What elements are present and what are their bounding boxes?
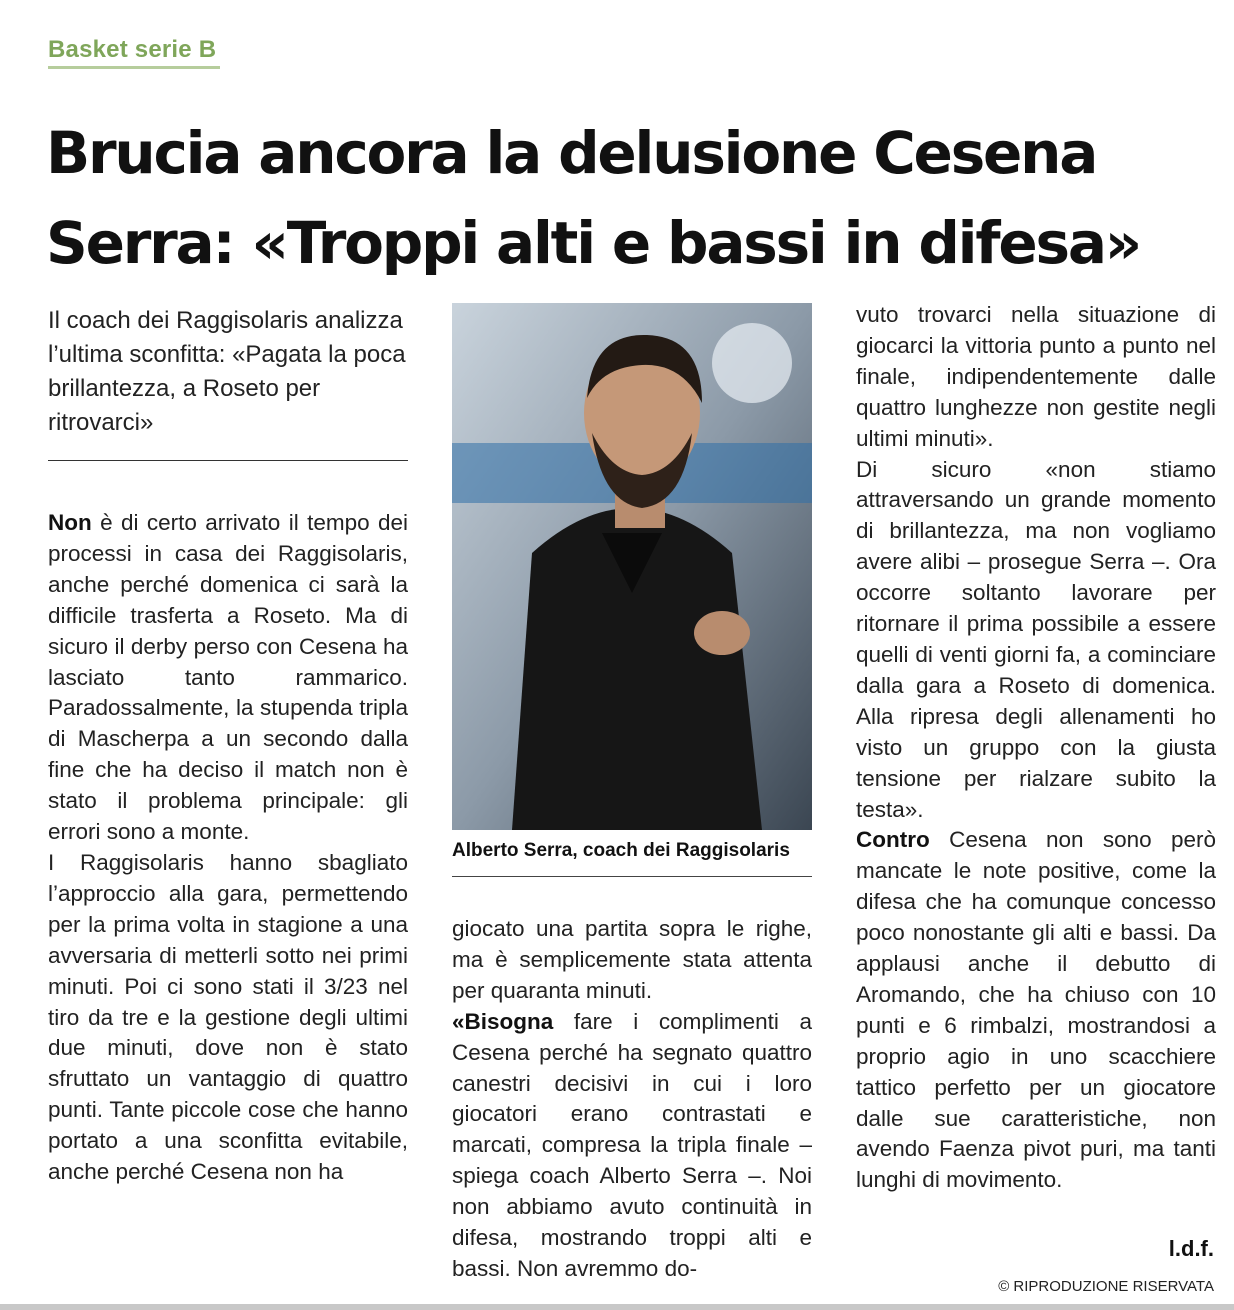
headline (46, 108, 1226, 288)
section-kicker: Basket serie B (48, 36, 217, 63)
headline-line-1: Brucia ancora la delusione Cesena (46, 119, 1097, 187)
paragraph: Non è di certo arrivato il tempo dei processi in casa dei Raggisolaris, anche perché domenica ci sarà la difficile trasferta a Roseto. Ma di sicuro il derby perso con Cesena ha lasciato tanto rammarico. Paradossalmente, la stupenda tripla di Mascherpa a un secondo dalla fine che ha deciso il match non è stato il problema principale: gli errori sono a monte. (48, 510, 408, 845)
photo-caption: Alberto Serra, coach dei Raggisolaris (452, 840, 790, 861)
page-bottom-edge (0, 1304, 1234, 1310)
copyright-notice: © RIPRODUZIONE RISERVATA (998, 1278, 1214, 1295)
lead-word: Contro (856, 827, 930, 853)
article-column-1 (48, 508, 408, 1188)
paragraph: I Raggisolaris hanno sbagliato l’approccio alla gara, permettendo per la prima volta in stagione a una avversaria di metterli sotto nei primi minuti. Poi ci sono stati il 3/23 nel tiro da tre e la gestione degli ultimi due minuti, dove non è stato sfruttato un vantaggio di quattro punti. Tante piccole cose che hanno portato a una sconfitta evitabile, anche perché Cesena non ha (48, 849, 408, 1185)
paragraph: Contro Cesena non sono però mancate le note positive, come la difesa che ha comunque concesso poco nonostante gli alti e bassi. Da applausi anche il debutto di Aromando, che ha chiuso con 10 punti e 6 rimbalzi, mostrandosi a proprio agio in uno scacchiere tattico perfetto per un giocatore dalle sue caratteristiche, non avendo Faenza pivot puri, ma tanti lunghi di movimento. (856, 827, 1216, 1193)
caption-divider (452, 876, 812, 877)
paragraph: vuto trovarci nella situazione di giocarci la vittoria punto a punto nel finale, indipendentemente dalle quattro lunghezze non gestite negli ultimi minuti». (856, 302, 1216, 451)
subhead-divider (48, 460, 408, 461)
headline-line-2: Serra: «Troppi alti e bassi in difesa» (46, 209, 1141, 277)
lead-word: Non (48, 510, 92, 535)
coach-photo-illustration (452, 303, 812, 830)
author-signature: l.d.f. (1168, 1236, 1214, 1261)
coach-photo (452, 303, 812, 830)
paragraph: Di sicuro «non stiamo attraversando un grande momento di brillantezza, ma non vogliamo avere alibi – prosegue Serra –. Ora occorre soltanto lavorare per ritornare il prima possibile a essere quelli di venti giorni fa, a cominciare dalla gara a Roseto di domenica. Alla ripresa degli allenamenti ho visto un gruppo con la giusta tensione per rialzare subito la testa». (856, 456, 1216, 822)
subheadline: Il coach dei Raggisolaris analizza l’ultima sconfitta: «Pagata la poca brillantezza, a Roseto per ritrovarci» (48, 307, 406, 436)
paragraph: «Bisogna fare i complimenti a Cesena perché ha segnato quattro canestri decisivi in cui i loro giocatori erano contrastati e marcati, compresa la tripla finale – spiega coach Alberto Serra –. Noi non abbiamo avuto continuità in difesa, mostrando troppi alti e bassi. Non avremmo do- (452, 1008, 812, 1281)
kicker-underline (48, 66, 220, 69)
lead-word: «Bisogna (452, 1008, 554, 1034)
article-column-3 (856, 300, 1216, 1196)
paragraph: giocato una partita sopra le righe, ma è semplicemente stata attenta per quaranta minuti. (452, 916, 812, 1003)
article-column-2 (452, 914, 812, 1285)
